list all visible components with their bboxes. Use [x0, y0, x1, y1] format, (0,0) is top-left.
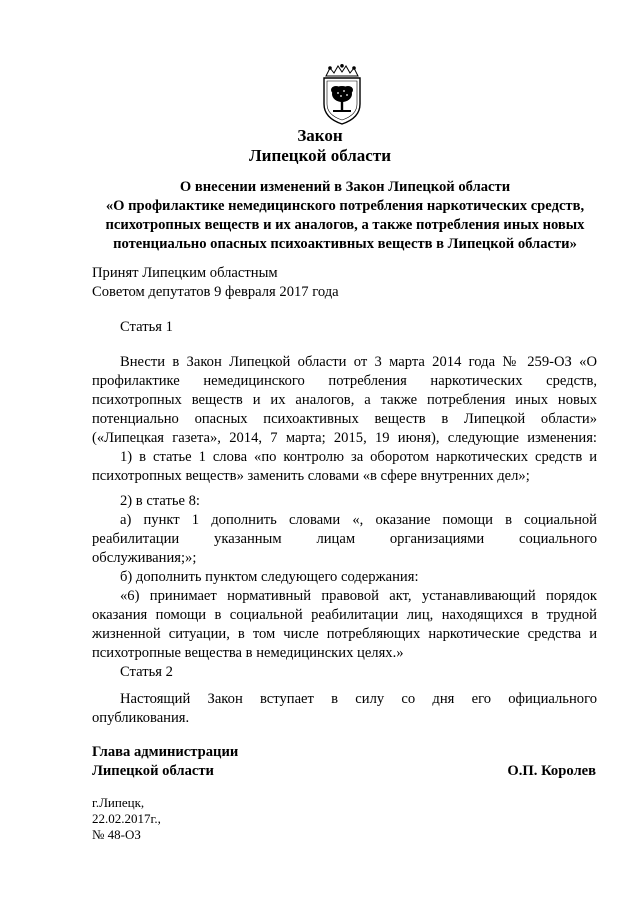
- document-subtitle-line: потенциально опасных психоактивных веществ в Липецкой области»: [113, 236, 577, 252]
- article-1-text-line: психотропных веществ и их аналогов, а также потребления иных новых: [92, 392, 597, 408]
- signatory-position-region: Липецкой области: [92, 763, 214, 779]
- document-subtitle-line: психотропных веществ и их аналогов, а также потребления иных новых: [105, 217, 585, 233]
- article-1-heading: Статья 1: [120, 319, 173, 335]
- article-1-text-line: («Липецкая газета», 2014, 7 марта; 2015, 19 июня), следующие изменения:: [92, 430, 597, 446]
- item-2b-quote-line: жизненной ситуации, в том числе потребляющих наркотические средства и: [92, 626, 597, 642]
- item-2b-quote-line: психотропные вещества в немедицинских целях.»: [92, 645, 404, 661]
- document-title: Закон: [297, 126, 343, 145]
- signatory-name: О.П. Королев: [507, 763, 596, 779]
- item-1-text-line: психотропных веществ» заменить словами «в сфере внутренних дел»;: [92, 468, 530, 484]
- item-2b-text: б) дополнить пунктом следующего содержания:: [120, 569, 419, 585]
- item-2a-text-line: а) пункт 1 дополнить словами «, оказание помощи в социальной: [120, 512, 597, 528]
- footer-city: г.Липецк,: [92, 795, 145, 810]
- signatory-position: Глава администрации: [92, 744, 239, 760]
- article-1-text-line: Внести в Закон Липецкой области от 3 марта 2014 года № 259-ОЗ «О: [120, 354, 597, 370]
- article-1-text-line: профилактике немедицинского потребления наркотических средств,: [92, 373, 597, 389]
- article-2-text-line: Настоящий Закон вступает в силу со дня его официального: [120, 691, 597, 707]
- item-2a-text-line: реабилитации указанным лицам организациями социального: [92, 531, 597, 547]
- item-2-heading: 2) в статье 8:: [120, 493, 200, 509]
- footer-law-number: № 48-ОЗ: [92, 827, 141, 842]
- article-2-heading: Статья 2: [120, 664, 173, 680]
- item-1-text-line: 1) в статье 1 слова «по контролю за оборотом наркотических средств и: [120, 449, 597, 465]
- item-2b-quote-line: оказания помощи в социальной реабилитации лиц, находящихся в трудной: [92, 607, 597, 623]
- adoption-text: Принят Липецким областным: [92, 265, 278, 281]
- footer-date: 22.02.2017г.,: [92, 811, 161, 826]
- document-title-region: Липецкой области: [248, 146, 392, 165]
- document-subtitle-line: «О профилактике немедицинского потребления наркотических средств,: [105, 198, 585, 214]
- item-2b-quote-line: «6) принимает нормативный правовой акт, устанавливающий порядок: [120, 588, 597, 604]
- document-subtitle-line: О внесении изменений в Закон Липецкой области: [179, 179, 511, 195]
- adoption-text: Советом депутатов 9 февраля 2017 года: [92, 284, 339, 300]
- item-2a-text-line: обслуживания;»;: [92, 550, 197, 566]
- article-1-text-line: потенциально опасных психоактивных веществ в Липецкой области»: [92, 411, 597, 427]
- coat-of-arms-icon: [318, 64, 366, 126]
- article-2-text-line: опубликования.: [92, 710, 190, 726]
